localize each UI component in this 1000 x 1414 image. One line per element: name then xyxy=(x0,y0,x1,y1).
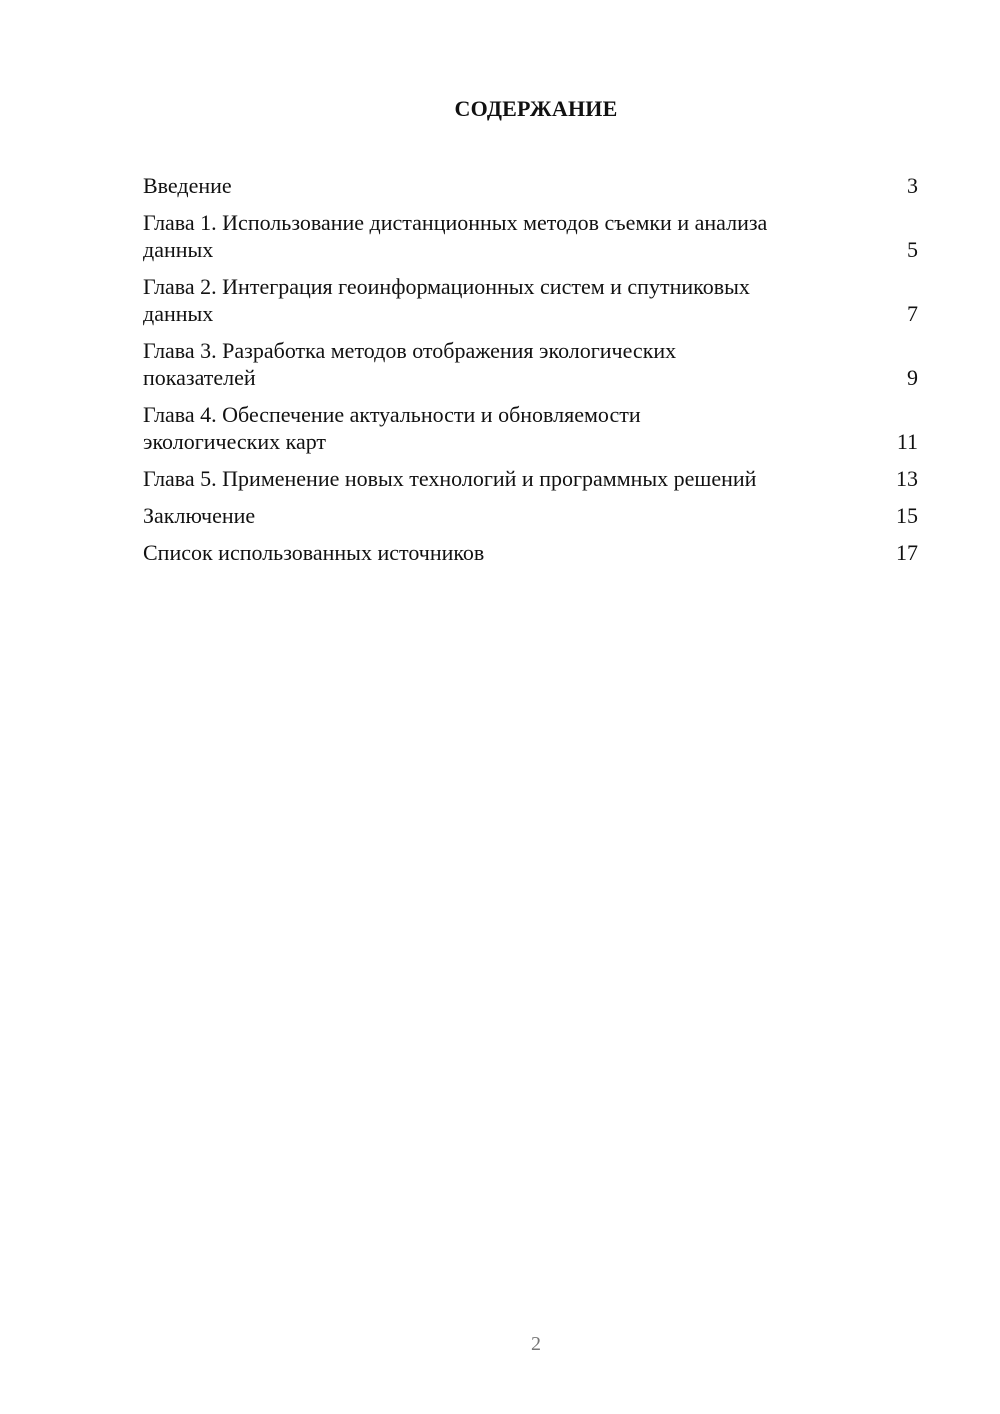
toc-entry-text: Список использованных источников xyxy=(143,540,485,565)
toc-entry-page: 17 xyxy=(896,540,918,565)
toc-entry-references xyxy=(143,539,918,566)
toc-entry-chapter-5 xyxy=(143,465,918,492)
toc-entry-chapter-1 xyxy=(143,209,918,263)
toc-entry-page: 5 xyxy=(907,237,918,262)
toc-entry-introduction xyxy=(143,172,918,199)
toc-entry-chapter-4 xyxy=(143,401,918,455)
toc-entry-text: Введение xyxy=(143,173,232,198)
toc-entry-page: 7 xyxy=(907,301,918,326)
toc-entry-page: 3 xyxy=(907,173,918,198)
page-number: 2 xyxy=(531,1333,541,1355)
toc-entry-page: 13 xyxy=(896,466,918,491)
toc-entry-page: 11 xyxy=(896,429,918,454)
toc-entry-text: Глава 5. Применение новых технологий и программных решений xyxy=(143,466,757,491)
toc-entry-chapter-3 xyxy=(143,337,918,391)
toc-entry-page: 15 xyxy=(896,503,918,528)
toc-entry-text: Глава 2. Интеграция геоинформационных систем и спутниковых данных xyxy=(143,274,750,326)
toc-entry-page: 9 xyxy=(907,365,918,390)
toc-entry-text: Заключение xyxy=(143,503,256,528)
toc-entry-text: Глава 4. Обеспечение актуальности и обновляемости экологических карт xyxy=(143,402,641,454)
toc-entry-conclusion xyxy=(143,502,918,529)
toc-entry-chapter-2 xyxy=(143,273,918,327)
table-of-contents xyxy=(143,172,918,576)
page-title: СОДЕРЖАНИЕ xyxy=(454,96,618,121)
toc-entry-text: Глава 1. Использование дистанционных методов съемки и анализа данных xyxy=(143,210,768,262)
toc-entry-text: Глава 3. Разработка методов отображения экологических показателей xyxy=(143,338,677,390)
